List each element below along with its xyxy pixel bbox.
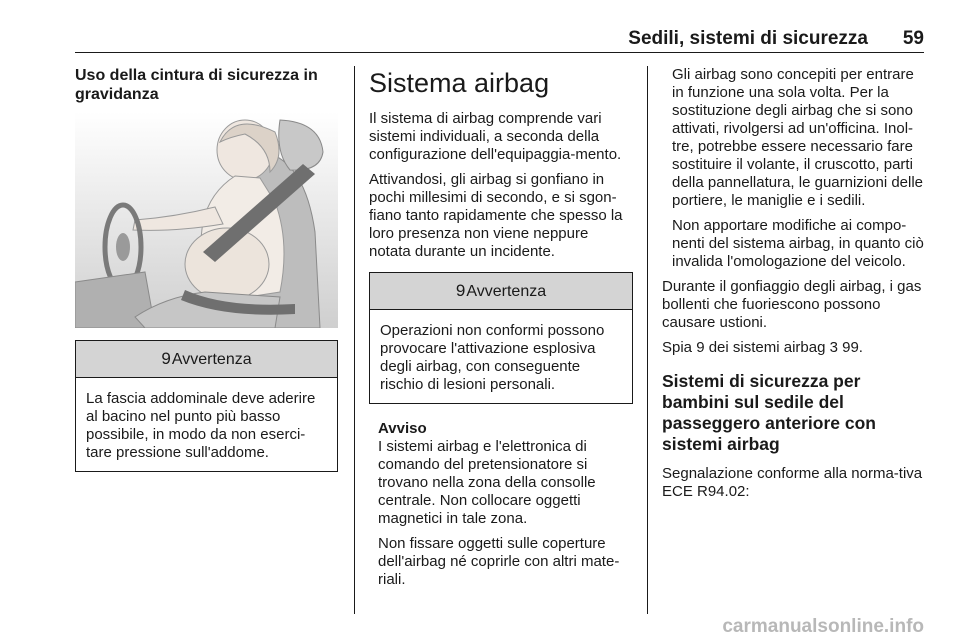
text-airbag-systems: dei sistemi airbag: [708, 339, 826, 356]
warning-box-airbag: [369, 272, 633, 404]
warning-icon: 9: [161, 349, 171, 368]
section-heading-child-restraints: Sistemi di sicurezza per bambini sul sedile del passeggero anteriore con sistemi airbag: [662, 371, 876, 454]
pregnant-seatbelt-illustration: [75, 112, 338, 328]
page-number: 59: [902, 28, 924, 49]
column-3: [662, 66, 924, 508]
warning-text: Operazioni non conformi possono provocare l'attivazione esplosiva degli airbag, con conseguente rischio di lesioni personali.: [380, 322, 605, 393]
column-1: [75, 66, 338, 488]
section-title-airbag: Sistema airbag: [369, 68, 550, 98]
notice-label: Avviso: [378, 420, 427, 437]
header-rule: [75, 52, 924, 53]
paragraph-single-use: Gli airbag sono concepiti per entrare in funzione una sola volta. Per la sostituzione degli airbag che si sono attivati, rivolgersi ad un'officina. Inol-tre, potrebbe essere necessario fare sostituire il volante, il cruscotto, parti della pannellatura, le guarnizioni delle portiere, le maniglie e i sedili.: [672, 66, 924, 209]
section-heading-pregnancy: Uso della cintura di sicurezza in gravidanza: [75, 67, 318, 103]
warning-box-pregnancy: [75, 340, 338, 472]
paragraph-no-modifications: Non apportare modifiche ai compo-nenti del sistema airbag, in quanto ciò invalida l'omologazione del veicolo.: [672, 217, 924, 270]
paragraph-airbag-warning-light: [662, 339, 924, 357]
watermark: carmanualsonline.info: [722, 616, 924, 637]
text-spia: Spia: [662, 339, 693, 356]
paragraph-ece-regulation: Segnalazione conforme alla norma-tiva ECE R94.02:: [662, 465, 923, 500]
notice-block: [369, 420, 633, 589]
warning-text: La fascia addominale deve aderire al bacino nel punto più basso possibile, in modo da non eserci-tare pressione sull'addome.: [86, 390, 316, 461]
warning-header: [76, 341, 337, 378]
warning-icon: 9: [455, 281, 466, 300]
paragraph-burns: Durante il gonfiaggio degli airbag, i gas bollenti che fuoriescono possono causare ustioni.: [662, 278, 922, 331]
warning-header: [370, 273, 632, 310]
indented-block: [662, 66, 924, 271]
warning-title: Avvertenza: [466, 283, 547, 300]
column-2: [369, 66, 633, 596]
column-divider-right: [647, 66, 648, 614]
paragraph-airbag-intro: Il sistema di airbag comprende vari sistemi individuali, a seconda della configurazione dell'equipaggia-mento.: [369, 110, 622, 163]
notice-paragraph-1: I sistemi airbag e l'elettronica di comando del pretensionatore si trovano nella zona della consolle centrale. Non collocare oggetti magnetici in tale zona.: [378, 438, 596, 527]
illustration-svg: [75, 112, 338, 328]
warning-title: Avvertenza: [171, 351, 252, 368]
airbag-indicator-icon: 9: [696, 339, 705, 356]
paragraph-airbag-deploy: Attivandosi, gli airbag si gonfiano in pochi millesimi di secondo, e si sgon-fiano tanto rapidamente che spesso la loro presenza non viene neppure notata durante un incidente.: [369, 171, 623, 260]
header-title: Sedili, sistemi di sicurezza: [628, 28, 868, 49]
page-reference-link[interactable]: 99.: [842, 339, 863, 356]
page-reference-icon: 3: [829, 339, 838, 356]
column-divider-left: [354, 66, 355, 614]
notice-paragraph-2: Non fissare oggetti sulle coperture dell'airbag né coprirle con altri mate-riali.: [378, 535, 620, 588]
